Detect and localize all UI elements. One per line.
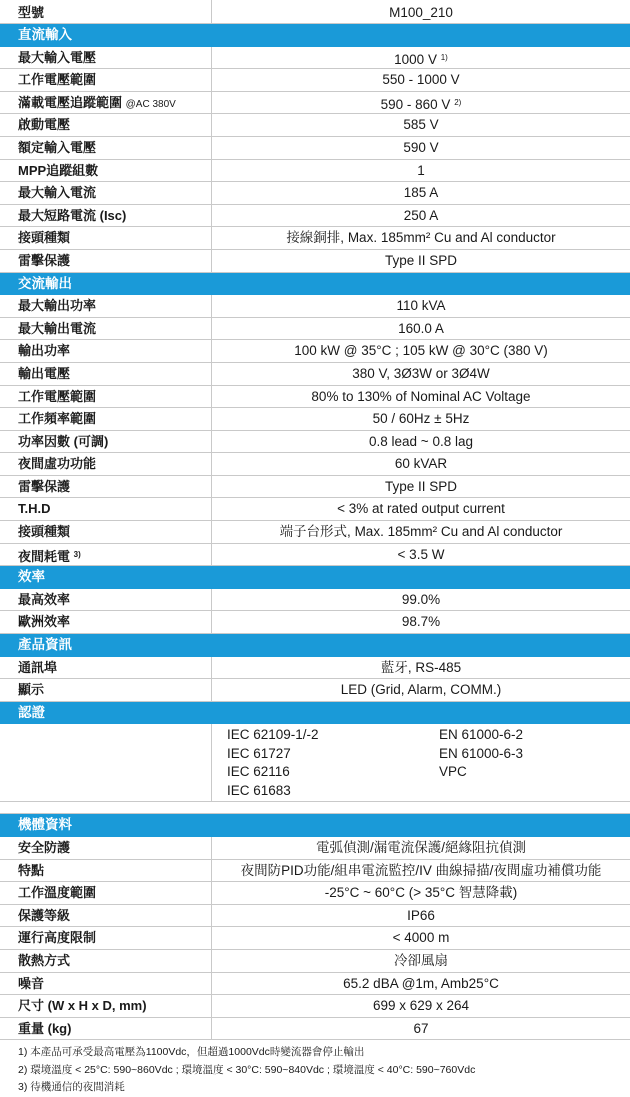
spec-label [0, 340, 212, 362]
spec-value [212, 318, 630, 340]
spec-label-text: 保護等級 [18, 907, 71, 923]
spec-label [0, 227, 212, 249]
spec-value-text: Type II SPD [384, 478, 458, 494]
spec-label [0, 318, 212, 340]
spec-value-text: 0.8 lead ~ 0.8 lag [369, 433, 473, 449]
model-value: M100_210 [389, 5, 453, 20]
ac-spec-row [0, 498, 630, 521]
spec-label-text: 夜間虛功功能 [18, 456, 97, 472]
section-dc-input: 直流輸入 [0, 24, 630, 47]
spec-value [212, 92, 630, 114]
dc-spec-row [0, 160, 630, 183]
spec-value-text: 160.0 A [398, 320, 444, 336]
spec-value-text: 590 - 860 V [380, 96, 451, 112]
spec-label-text: 雷擊保護 [18, 252, 71, 268]
spec-value [212, 837, 630, 859]
footnote-item: 1) 本產品可承受最高電壓為1100Vdc，但超過1000Vdc時變流器會停止輸出 [18, 1046, 365, 1059]
spacer [0, 802, 630, 814]
spec-value [212, 160, 630, 182]
spec-value-text: 585 V [403, 117, 439, 133]
spec-value [212, 927, 630, 949]
product-info-row [0, 657, 630, 680]
spec-value [212, 995, 630, 1017]
spec-value-text: 60 kVAR [394, 456, 448, 472]
mechanical-row [0, 973, 630, 996]
efficiency-row [0, 611, 630, 634]
dc-spec-row [0, 182, 630, 205]
ac-spec-row [0, 408, 630, 431]
spec-label [0, 92, 212, 114]
spec-label [0, 69, 212, 91]
spec-value-text: 699 x 629 x 264 [372, 998, 470, 1014]
spec-value-text: < 3% at rated output current [337, 501, 505, 517]
spec-value-text: 端子台形式, Max. 185mm² Cu and Al conductor [279, 524, 563, 540]
spec-label [0, 408, 212, 430]
footnote-marker: 3) [73, 549, 81, 559]
spec-label-text: 工作電壓範圍 [18, 72, 97, 88]
spec-value [212, 611, 630, 633]
dc-spec-row [0, 69, 630, 92]
spec-label [0, 498, 212, 520]
spec-value [212, 227, 630, 249]
dc-input-rows [0, 47, 630, 273]
spec-label [0, 205, 212, 227]
spec-label-note: @AC 380V [125, 98, 176, 110]
spec-value [212, 882, 630, 904]
spec-label-text: 雷擊保護 [18, 478, 71, 494]
spec-label [0, 295, 212, 317]
spec-label-text: 運行高度限制 [18, 930, 97, 946]
footnote-item: 2) 環境溫度 < 25°C: 590~860Vdc ; 環境溫度 < 30°C: 590~840Vdc ; 環境溫度 < 40°C: 590~760Vdc [18, 1063, 476, 1076]
spec-value [212, 1018, 630, 1040]
spec-label [0, 927, 212, 949]
spec-value [212, 408, 630, 430]
certification-item: IEC 61727 [227, 745, 291, 761]
spec-value-text: 65.2 dBA @1m, Amb25°C [343, 975, 499, 991]
spec-value-text: 590 V [403, 139, 439, 155]
spec-label [0, 114, 212, 136]
section-product-info: 產品資訊 [0, 634, 630, 657]
spec-label [0, 386, 212, 408]
product-info-rows [0, 657, 630, 702]
spec-value-text: 380 V, 3Ø3W or 3Ø4W [352, 365, 490, 381]
spec-label-text: 額定輸入電壓 [18, 139, 97, 155]
spec-label-text: 散熱方式 [18, 952, 71, 968]
spec-label-text: MPP追蹤組數 [18, 162, 99, 178]
spec-value-text: < 4000 m [392, 930, 450, 946]
spec-value [212, 250, 630, 272]
spec-value [212, 498, 630, 520]
spec-label-text: 工作溫度範圍 [18, 885, 97, 901]
spec-label-text: 最大輸出電流 [18, 320, 97, 336]
certification-item: IEC 62109-1/-2 [227, 727, 319, 743]
spec-value [212, 905, 630, 927]
spec-label [0, 137, 212, 159]
spec-value-text: 100 kW @ 35°C ; 105 kW @ 30°C (380 V) [294, 343, 548, 359]
mechanical-row [0, 860, 630, 883]
footnote-marker: 2) [454, 97, 462, 107]
model-label: 型號 [0, 0, 212, 23]
spec-label-text: 通訊埠 [18, 659, 58, 675]
spec-value [212, 295, 630, 317]
spec-label [0, 160, 212, 182]
ac-spec-row [0, 476, 630, 499]
spec-value [212, 386, 630, 408]
spec-label-text: 輸出電壓 [18, 365, 71, 381]
spec-value [212, 476, 630, 498]
spec-value-text: 67 [413, 1020, 429, 1036]
footnotes [0, 1040, 630, 1097]
spec-label-text: 重量 (kg) [18, 1020, 72, 1036]
spec-label [0, 476, 212, 498]
spec-label-text: 安全防護 [18, 840, 71, 855]
footnote-marker: 1) [440, 52, 448, 62]
spec-value [212, 973, 630, 995]
certification-item: EN 61000-6-2 [439, 727, 524, 743]
spec-value-text: 110 kVA [396, 298, 446, 314]
spec-label [0, 611, 212, 633]
spec-label-text: 歐洲效率 [18, 614, 71, 630]
spec-label [0, 995, 212, 1017]
spec-label [0, 521, 212, 543]
spec-label-text: 工作電壓範圍 [18, 388, 97, 404]
spec-label-text: 最大輸入電流 [18, 185, 97, 201]
spec-label-text: 噪音 [18, 975, 45, 991]
mechanical-rows [0, 837, 630, 1040]
spec-label [0, 182, 212, 204]
certification-label-cell [0, 724, 212, 801]
certification-item: EN 61000-6-3 [439, 745, 524, 761]
spec-value-text: 250 A [403, 207, 439, 223]
spec-value-text: < 3.5 W [397, 546, 445, 562]
dc-spec-row [0, 114, 630, 137]
ac-spec-row [0, 453, 630, 476]
spec-label [0, 657, 212, 679]
certification-item: VPC [439, 764, 467, 780]
ac-output-rows [0, 295, 630, 566]
ac-spec-row [0, 386, 630, 409]
spec-label [0, 544, 212, 566]
spec-label-text: 接頭種類 [18, 230, 71, 246]
model-row [0, 0, 630, 24]
spec-value-text: 550 - 1000 V [382, 72, 460, 88]
spec-label [0, 47, 212, 69]
spec-value [212, 431, 630, 453]
ac-spec-row [0, 363, 630, 386]
spec-label [0, 1018, 212, 1040]
dc-spec-row [0, 205, 630, 228]
ac-spec-row [0, 318, 630, 341]
spec-value-text: 185 A [403, 185, 439, 201]
spec-value-text: 1 [417, 162, 425, 178]
footnote-item: 3) 待機通信的夜間消耗 [18, 1081, 125, 1094]
spec-label [0, 860, 212, 882]
section-certification: 認證 [0, 702, 630, 725]
spec-value [212, 69, 630, 91]
spec-value [212, 137, 630, 159]
spec-label-text: T.H.D [18, 501, 51, 517]
spec-label-text: 接頭種類 [18, 524, 71, 540]
spec-value [212, 363, 630, 385]
certification-item: IEC 62116 [227, 764, 290, 780]
spec-value [212, 47, 630, 69]
spec-label-text: 最大輸入電壓 [18, 49, 97, 65]
spec-value [212, 679, 630, 701]
spec-value-text: LED (Grid, Alarm, COMM.) [340, 682, 502, 698]
spec-label-text: 功率因數 (可調) [18, 433, 109, 449]
spec-label-text: 工作頻率範圍 [18, 411, 97, 427]
spec-value-text: 接線銅排, Max. 185mm² Cu and Al conductor [286, 230, 556, 246]
spec-label [0, 905, 212, 927]
spec-label [0, 431, 212, 453]
spec-label [0, 589, 212, 611]
mechanical-row [0, 950, 630, 973]
dc-spec-row [0, 92, 630, 115]
spec-label [0, 950, 212, 972]
spec-label-text: 夜間耗電 [18, 548, 71, 564]
product-info-row [0, 679, 630, 702]
section-efficiency: 效率 [0, 566, 630, 589]
spec-label-text: 最大輸出功率 [18, 298, 97, 314]
spec-value [212, 950, 630, 972]
spec-value [212, 657, 630, 679]
certification-column-2 [439, 724, 523, 801]
spec-value-text: 電弧偵測/漏電流保護/絕緣阻抗偵測 [315, 840, 526, 855]
certification-column-1 [227, 724, 439, 801]
mechanical-row [0, 837, 630, 860]
mechanical-row [0, 905, 630, 928]
certification-item: IEC 61683 [227, 782, 291, 798]
spec-label [0, 837, 212, 859]
spec-label-text: 特點 [18, 862, 45, 878]
spec-label [0, 363, 212, 385]
spec-value [212, 521, 630, 543]
spec-label [0, 679, 212, 701]
spec-value-text: 98.7% [401, 614, 441, 630]
spec-value [212, 182, 630, 204]
ac-spec-row [0, 521, 630, 544]
ac-spec-row [0, 431, 630, 454]
ac-spec-row [0, 295, 630, 318]
spec-value [212, 860, 630, 882]
mechanical-row [0, 927, 630, 950]
spec-value-text: 冷卻風扇 [394, 952, 448, 968]
certification-block [0, 724, 630, 802]
spec-value-text: IP66 [407, 907, 435, 923]
spec-label-text: 最高效率 [18, 591, 71, 607]
section-mechanical: 機體資料 [0, 814, 630, 837]
spec-value-text: Type II SPD [384, 252, 458, 268]
spec-value [212, 114, 630, 136]
spec-value-text: 99.0% [401, 591, 441, 607]
efficiency-row [0, 589, 630, 612]
spec-label-text: 滿載電壓追蹤範圍 [18, 94, 123, 110]
ac-spec-row [0, 340, 630, 363]
dc-spec-row [0, 227, 630, 250]
mechanical-row [0, 995, 630, 1018]
spec-value-text: 1000 V [394, 51, 437, 67]
dc-spec-row [0, 137, 630, 160]
spec-label-text: 啟動電壓 [18, 117, 71, 133]
spec-value [212, 205, 630, 227]
spec-label [0, 250, 212, 272]
section-ac-output: 交流輸出 [0, 273, 630, 296]
spec-value [212, 453, 630, 475]
spec-label-text: 輸出功率 [18, 343, 71, 359]
spec-label-text: 最大短路電流 (Isc) [18, 207, 127, 223]
spec-value [212, 544, 630, 566]
spec-value [212, 589, 630, 611]
spec-label [0, 973, 212, 995]
spec-label [0, 453, 212, 475]
spec-value-text: -25°C ~ 60°C (> 35°C 智慧降載) [324, 885, 518, 901]
spec-value-text: 80% to 130% of Nominal AC Voltage [311, 388, 531, 404]
dc-spec-row [0, 250, 630, 273]
spec-value-text: 50 / 60Hz ± 5Hz [372, 411, 470, 427]
mechanical-row [0, 882, 630, 905]
mechanical-row [0, 1018, 630, 1041]
ac-spec-row [0, 544, 630, 567]
spec-label-text: 顯示 [18, 682, 45, 698]
efficiency-rows [0, 589, 630, 634]
spec-value-text: 藍牙, RS-485 [380, 659, 462, 675]
dc-spec-row [0, 47, 630, 70]
spec-value-text: 夜間防PID功能/組串電流監控/IV 曲線掃描/夜間虛功補償功能 [240, 862, 602, 878]
spec-value [212, 340, 630, 362]
spec-label [0, 882, 212, 904]
spec-label-text: 尺寸 (W x H x D, mm) [18, 998, 147, 1014]
